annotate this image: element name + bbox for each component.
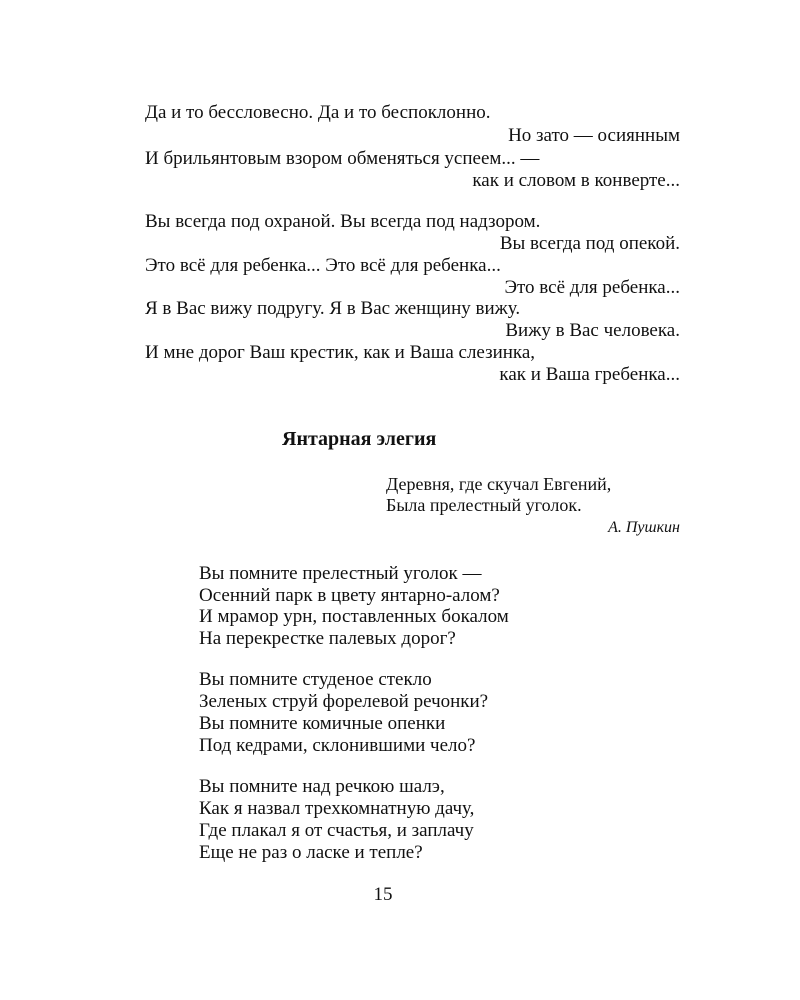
verse-line: Где плакал я от счастья, и заплачу	[199, 820, 474, 841]
epigraph-line: Была прелестный уголок.	[386, 495, 582, 515]
poem-line-indented: Вижу в Вас человека.	[505, 320, 680, 341]
poem-line-indented: Но зато — осиянным	[508, 125, 680, 146]
poem-line-indented: как и словом в конверте...	[472, 170, 680, 191]
verse-line: Вы помните прелестный уголок —	[199, 563, 482, 584]
verse-line: На перекрестке палевых дорог?	[199, 628, 456, 649]
poem-line-indented: Вы всегда под опекой.	[499, 233, 680, 254]
epigraph-author: А. Пушкин	[608, 519, 680, 536]
poem-title: Янтарная элегия	[282, 428, 437, 450]
page-number: 15	[373, 884, 393, 905]
verse-line: Зеленых струй форелевой речонки?	[199, 691, 489, 712]
poem-line: Да и то бессловесно. Да и то беспоклонно.	[145, 102, 491, 123]
verse-line: Вы помните студеное стекло	[199, 669, 432, 690]
verse-line: Как я назвал трехкомнатную дачу,	[199, 798, 475, 819]
verse-line: Под кедрами, склонившими чело?	[199, 735, 476, 756]
verse-line: И мрамор урн, поставленных бокалом	[199, 606, 509, 627]
poem-line: И брильянтовым взором обменяться успеем... —	[145, 148, 540, 169]
poem-line-indented: как и Ваша гребенка...	[499, 364, 680, 385]
epigraph-line: Деревня, где скучал Евгений,	[386, 474, 612, 494]
verse-line: Осенний парк в цвету янтарно-алом?	[199, 585, 500, 606]
poem-line: Это всё для ребенка... Это всё для ребенка...	[145, 255, 501, 276]
verse-line: Еще не раз о ласке и тепле?	[199, 842, 423, 863]
poem-line-indented: Это всё для ребенка...	[504, 277, 680, 298]
poem-line: Вы всегда под охраной. Вы всегда под надзором.	[145, 211, 541, 232]
verse-line: Вы помните комичные опенки	[199, 713, 446, 734]
poem-line: И мне дорог Ваш крестик, как и Ваша слезинка,	[145, 342, 536, 363]
poem-line: Я в Вас вижу подругу. Я в Вас женщину вижу.	[145, 298, 521, 319]
verse-line: Вы помните над речкою шалэ,	[199, 776, 445, 797]
